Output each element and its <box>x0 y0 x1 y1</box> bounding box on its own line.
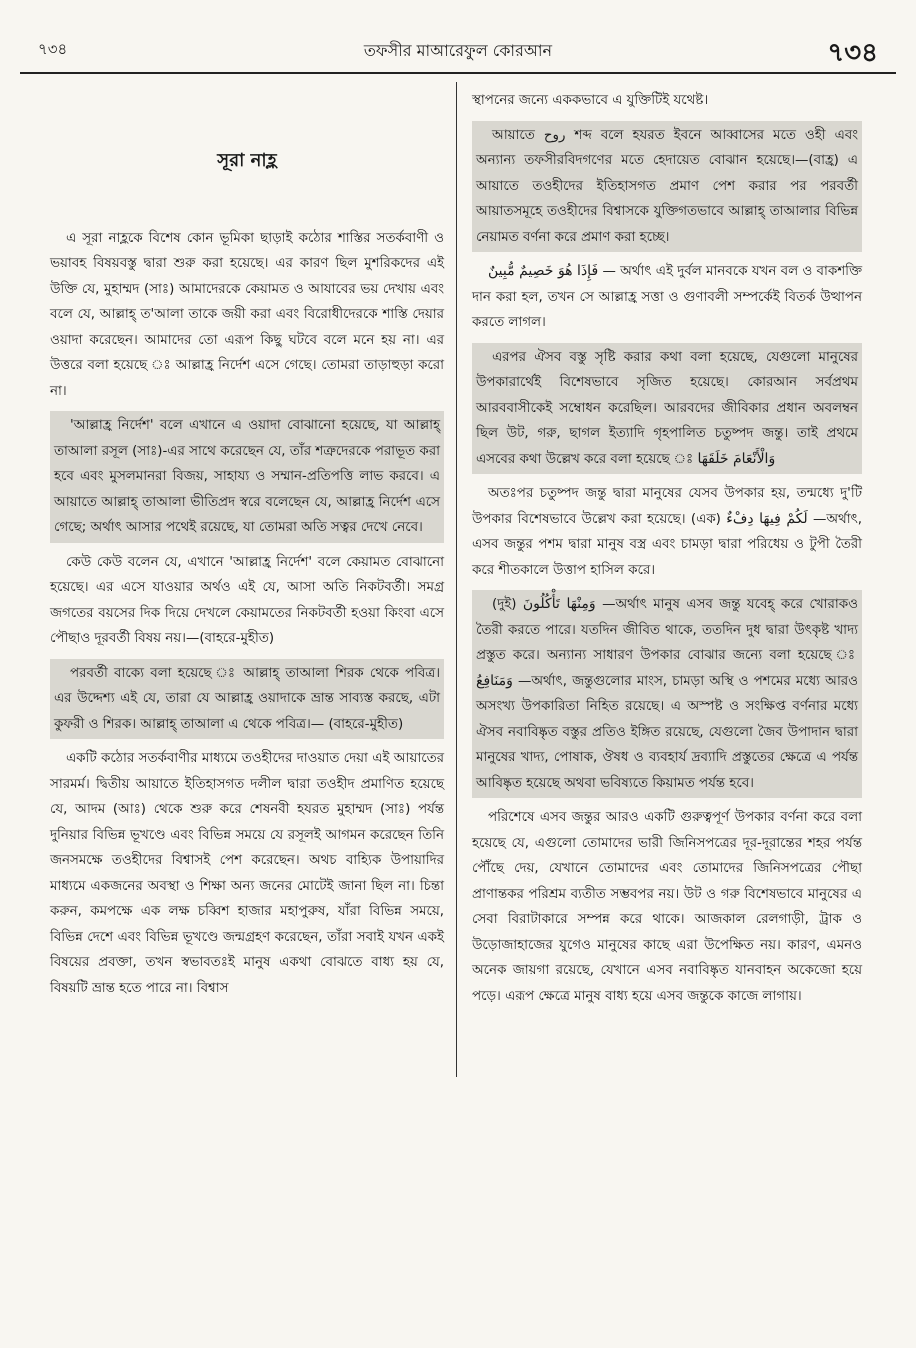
sura-title: সূরা নাহ্ল <box>217 150 277 171</box>
paragraph: একটি কঠোর সতর্কবাণীর মাধ্যমে তওহীদের দাওয়াত দেয়া এই আয়াতের সারমর্ম। দ্বিতীয় আয়াতে ইতিহাসগত দলীল দ্বারা তওহীদ প্রমাণিত হয়েছে যে, আদম (আঃ) থেকে শুরু করে শেষনবী হযরত মুহাম্মদ (সাঃ) পর্যন্ত দুনিয়ার বিভিন্ন ভূখণ্ডে এবং বিভিন্ন সময়ে যে রসূলই আগমন করেছেন তিনি জনসমক্ষে তওহীদের বিশ্বাসই পেশ করেছেন। অথচ বাহ্যিক উপায়াদির মাধ্যমে একজনের অবস্থা ও শিক্ষা অন্য জনের মোটেই জানা ছিল না। চিন্তা করুন, কমপক্ষে এক লক্ষ চব্বিশ হাজার মহাপুরুষ, যাঁরা বিভিন্ন সময়ে, বিভিন্ন দেশে এবং বিভিন্ন ভূখণ্ডে জন্মগ্রহণ করেছেন, তাঁরা সবাই যখন একই বিষয়ের প্রবক্তা, তখন স্বভাবতঃই মানুষ একথা বোঝতে বাধ্য হয় যে, বিষয়টি ভ্রান্ত হতে পারে না। বিশ্বাস <box>50 751 444 996</box>
paragraph-text: (দুই) <box>492 597 517 612</box>
paragraph-text: — অর্থাৎ এই দুর্বল মানবকে যখন বল ও বাকশক্তি দান করা হল, তখন সে আল্লাহ্র সত্তা ও গুণাবলী সম্পর্কেই বিতর্ক উত্থাপন করতে লাগল। <box>472 264 862 330</box>
paragraph-text: —অর্থাৎ মানুষ এসব জন্তু যবেহ্ করে খোরাকও তৈরী করতে পারে। যতদিন জীবিত থাকে, ততদিন দুধ দ্বারা উৎকৃষ্ট খাদ্য প্রস্তুত করে। অন্যান্য সাধারণ উপকার বোঝার জন্যে বলা হয়েছে ঃ <box>476 597 858 663</box>
paragraph <box>472 590 862 798</box>
arabic-quote: وَمِنْهَا تَأْكُلُونَ <box>522 596 596 612</box>
right-column <box>472 88 862 1016</box>
page-header <box>0 0 916 78</box>
arabic-quote: فَإِذَا هُوَ خَصِيمٌ مُّبِينٌ <box>488 263 599 279</box>
left-column <box>50 88 444 1008</box>
paragraph: আয়াতে روح শব্দ বলে হযরত ইবনে আব্বাসের মতে ওহী এবং অন্যান্য তফসীরবিদগণের মতে হেদায়েত বোঝান হয়েছে।—(বাহ্র) এ আয়াতে তওহীদের ইতিহাসগত প্রমাণ পেশ করার পর পরবর্তী আয়াতসমূহে তওহীদের বিশ্বাসকে যুক্তিগতভাবে আল্লাহ্ তাআলার বিভিন্ন নেয়ামত বর্ণনা করে প্রমাণ করা হচ্ছে। <box>472 121 862 253</box>
paragraph: কেউ কেউ বলেন যে, এখানে 'আল্লাহ্র নির্দেশ' বলে কেয়ামত বোঝানো হয়েছে। এর এসে যাওয়ার অর্থও এই যে, আসা অতি নিকটবর্তী। সমগ্র জগতের বয়সের দিক দিয়ে দেখলে কেয়ামতের নিকটবর্তী হওয়া কিংবা এসে পৌছাও দূরবর্তী বিষয় নয়।—(বাহরে-মুহীত) <box>50 554 444 646</box>
paragraph-text: অতঃপর চতুষ্পদ জন্তু দ্বারা মানুষের যেসব উপকার হয়, তন্মধ্যে দু'টি উপকার বিশেষভাবে উল্লেখ করা হয়েছে। (এক) <box>472 486 862 527</box>
paragraph: পরিশেষে এসব জন্তুর আরও একটি গুরুত্বপূর্ণ উপকার বর্ণনা করে বলা হয়েছে যে, এগুলো তোমাদের ভারী জিনিসপত্রের দূর-দূরান্তের শহর পর্যন্ত পৌঁছে দেয়, যেখানে তোমাদের এবং তোমাদের জিনিসপত্রের পৌছা প্রাণান্তকর পরিশ্রম ব্যতীত সম্ভবপর নয়। উট ও গরু বিশেষভাবে মানুষের এ সেবা বিরাটাকারে সম্পন্ন করে থাকে। আজকাল রেলগাড়ী, ট্রাক ও উড়োজাহাজের যুগেও মানুষের কাছে এরা উপেক্ষিত নয়। কারণ, এমনও অনেক জায়গা রয়েছে, যেখানে এসব নবাবিষ্কৃত যানবাহন অকেজো হয়ে পড়ে। এরূপ ক্ষেত্রে মানুষ বাধ্য হয়ে এসব জন্তুকে কাজে লাগায়। <box>472 810 862 1004</box>
arabic-quote: وَالْأَنْعَامَ خَلَقَهَا <box>697 450 776 467</box>
paragraph <box>472 481 862 583</box>
arabic-quote: لَكُمْ فِيهَا دِفْءٌ <box>726 510 808 527</box>
page-number-left: ৭৩৪ <box>38 40 68 58</box>
paragraph-text: —অর্থাৎ, এসব জন্তুর পশম দ্বারা মানুষ বস্ত্র এবং চামড়া দ্বারা পরিধেয় ও টুপী তৈরী করে শীতকালে উত্তাপ হাসিল করে। <box>472 511 862 578</box>
running-title: তফসীর মাআরেফুল কোরআন <box>363 41 553 60</box>
column-divider <box>456 82 457 1077</box>
paragraph: পরবর্তী বাক্যে বলা হয়েছে ঃ আল্লাহ্ তাআলা শিরক থেকে পবিত্র। এর উদ্দেশ্য এই যে, তারা যে আল্লাহ্র ওয়াদাকে ভ্রান্ত সাব্যস্ত করছে, এটা কুফরী ও শিরক। আল্লাহ্ তাআলা এ থেকে পবিত্র।— (বাহরে-মুহীত) <box>50 659 444 740</box>
paragraph: 'আল্লাহ্র নির্দেশ' বলে এখানে এ ওয়াদা বোঝানো হয়েছে, যা আল্লাহ্ তাআলা রসূল (সাঃ)-এর সাথে করেছেন যে, তাঁর শত্রুদেরকে পরাভূত করা হবে এবং মুসলমানরা বিজয়, সাহায্য ও সম্মান-প্রতিপত্তি লাভ করবে। এ আয়াতে আল্লাহ্ তাআলা ভীতিপ্রদ স্বরে বলেছেন যে, আল্লাহ্র নির্দেশ এসে গেছে; অর্থাৎ আসার পথেই রয়েছে, যা তোমরা অতি সত্বর দেখে নেবে। <box>50 411 444 543</box>
paragraph <box>472 343 862 475</box>
page-number-right: ৭৩৪ <box>827 38 878 68</box>
paragraph-text: এরপর ঐসব বস্তু সৃষ্টি করার কথা বলা হয়েছে, যেগুলো মানুষের উপকারার্থেই বিশেষভাবে সৃজিত হয়েছে। কোরআন সর্বপ্রথম আরববাসীকেই সম্বোধন করেছিল। আরবদের জীবিকার প্রধান অবলম্বন ছিল উট, গরু, ছাগল ইত্যাদি গৃহপালিত চতুষ্পদ জন্তু। তাই প্রথমে এসবের কথা উল্লেখ করে বলা হয়েছে ঃ <box>476 349 858 467</box>
paragraph <box>472 259 862 336</box>
paragraph: এ সূরা নাহ্লকে বিশেষ কোন ভূমিকা ছাড়াই কঠোর শাস্তির সতর্কবাণী ও ভয়াবহ বিষয়বস্তু দ্বারা শুরু করা হয়েছে। এর কারণ ছিল মুশরিকদের এই উক্তি যে, মুহাম্মদ (সাঃ) আমাদেরকে কেয়ামত ও আযাবের ভয় দেখায় এবং বলে যে, আল্লাহ্ ত'আলা তাকে জয়ী করা এবং বিরোধীদেরকে শাস্তি দেয়ার ওয়াদা করেছেন। আমাদের তো এরূপ কিছু ঘটবে বলে মনে হয় না। এর উত্তরে বলা হয়েছে ঃ আল্লাহ্র নির্দেশ এসে গেছে। তোমরা তাড়াহুড়া করো না। <box>50 230 444 399</box>
arabic-quote: وَمَنَافِعُ <box>476 672 513 689</box>
header-rule <box>20 72 896 74</box>
paragraph: স্থাপনের জন্যে এককভাবে এ যুক্তিটিই যথেষ্ট। <box>472 93 709 108</box>
paragraph-text: —অর্থাৎ, জন্তুগুলোর মাংস, চামড়া অস্থি ও পশমের মধ্যে আরও অসংখ্য উপকারিতা নিহিত রয়েছে। এ অস্পষ্ট ও সংক্ষিপ্ত বর্ণনার মধ্যে ঐসব নবাবিষ্কৃত বস্তুর প্রতিও ইঙ্গিত রয়েছে, যেগুলো জৈব উপাদান দ্বারা মানুষের খাদ্য, পোষাক, ঔষধ ও ব্যবহার্য দ্রব্যাদি প্রস্তুতের ক্ষেত্রে এ পর্যন্ত আবিষ্কৃত হয়েছে অথবা ভবিষ্যতে কিয়ামত পর্যন্ত হবে। <box>476 673 858 791</box>
